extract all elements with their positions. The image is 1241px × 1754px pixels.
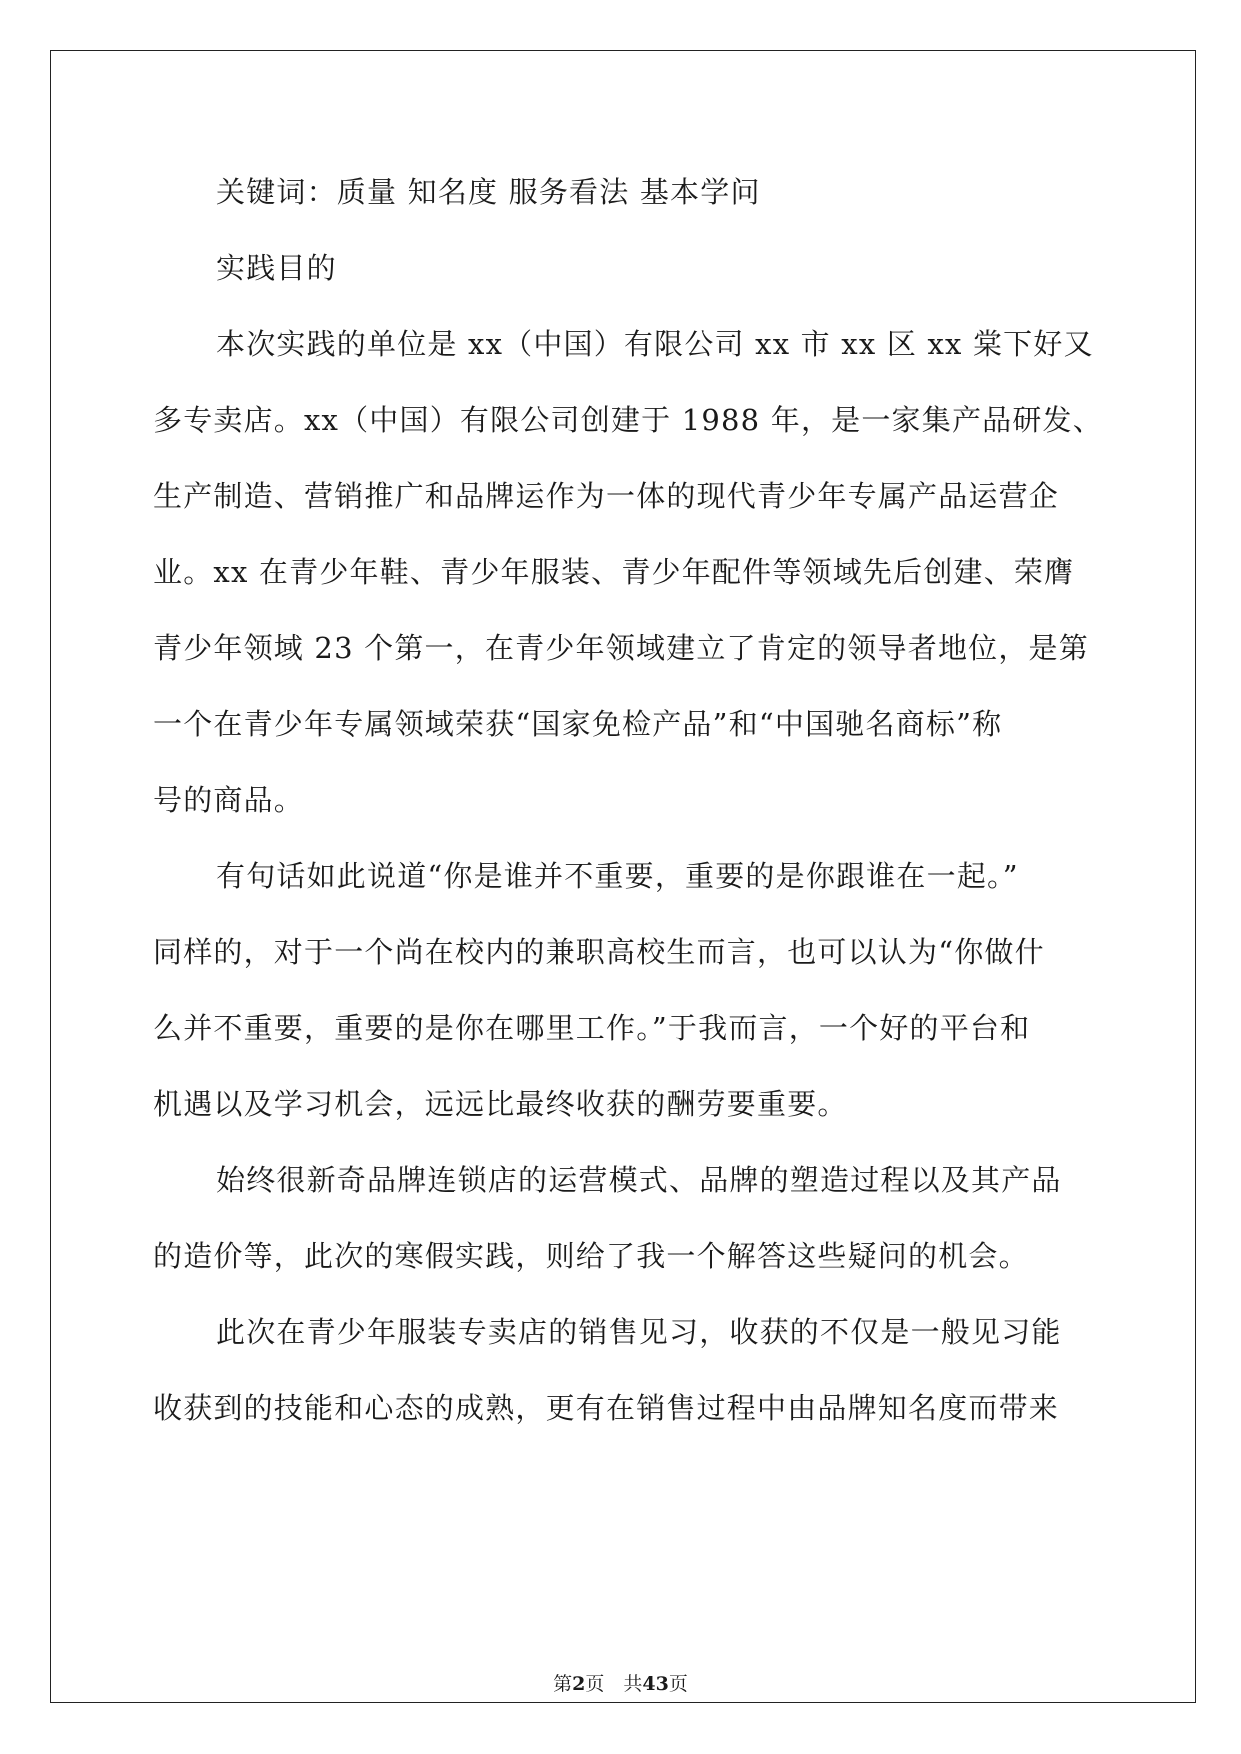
paragraph-line: 的造价等，此次的寒假实践，则给了我一个解答这些疑问的机会。 xyxy=(153,1239,1029,1273)
paragraph-line: 收获到的技能和心态的成熟，更有在销售过程中由品牌知名度而带来 xyxy=(153,1391,1060,1425)
paragraph-line: 生产制造、营销推广和品牌运作为一体的现代青少年专属产品运营企 xyxy=(153,479,1060,513)
paragraph-line: 有句话如此说道“你是谁并不重要，重要的是你跟谁在一起。” xyxy=(216,859,1019,893)
paragraph-line: 业。xx 在青少年鞋、青少年服装、青少年配件等领域先后创建、荣膺 xyxy=(153,555,1075,589)
footer-prefix: 第 xyxy=(553,1673,573,1695)
footer-suffix: 页 xyxy=(668,1673,688,1695)
footer-mid: 页 共 xyxy=(585,1673,643,1695)
paragraph-line: 此次在青少年服装专卖店的销售见习，收获的不仅是一般见习能 xyxy=(216,1315,1062,1349)
paragraph-line: 始终很新奇品牌连锁店的运营模式、品牌的塑造过程以及其产品 xyxy=(216,1163,1062,1197)
paragraph-line: 么并不重要，重要的是你在哪里工作。”于我而言，一个好的平台和 xyxy=(153,1011,1031,1045)
paragraph-line: 多专卖店。xx（中国）有限公司创建于 1988 年，是一家集产品研发、 xyxy=(153,403,1103,437)
paragraph-line: 青少年领域 23 个第一，在青少年领域建立了肯定的领导者地位，是第 xyxy=(153,631,1089,665)
total-page-number: 43 xyxy=(642,1673,669,1695)
paragraph-line: 同样的，对于一个尚在校内的兼职高校生而言，也可以认为“你做什 xyxy=(153,935,1045,969)
current-page-number: 2 xyxy=(572,1673,586,1695)
paragraph-line: 本次实践的单位是 xx（中国）有限公司 xx 市 xx 区 xx 棠下好又 xyxy=(216,327,1094,361)
section-heading: 实践目的 xyxy=(216,251,337,285)
paragraph-line: 号的商品。 xyxy=(153,783,305,817)
keywords-line: 关键词：质量 知名度 服务看法 基本学问 xyxy=(216,175,761,209)
paragraph-line: 机遇以及学习机会，远远比最终收获的酬劳要重要。 xyxy=(153,1087,848,1121)
paragraph-line: 一个在青少年专属领域荣获“国家免检产品”和“中国驰名商标”称 xyxy=(153,707,1003,741)
page-footer xyxy=(0,1672,1241,1696)
